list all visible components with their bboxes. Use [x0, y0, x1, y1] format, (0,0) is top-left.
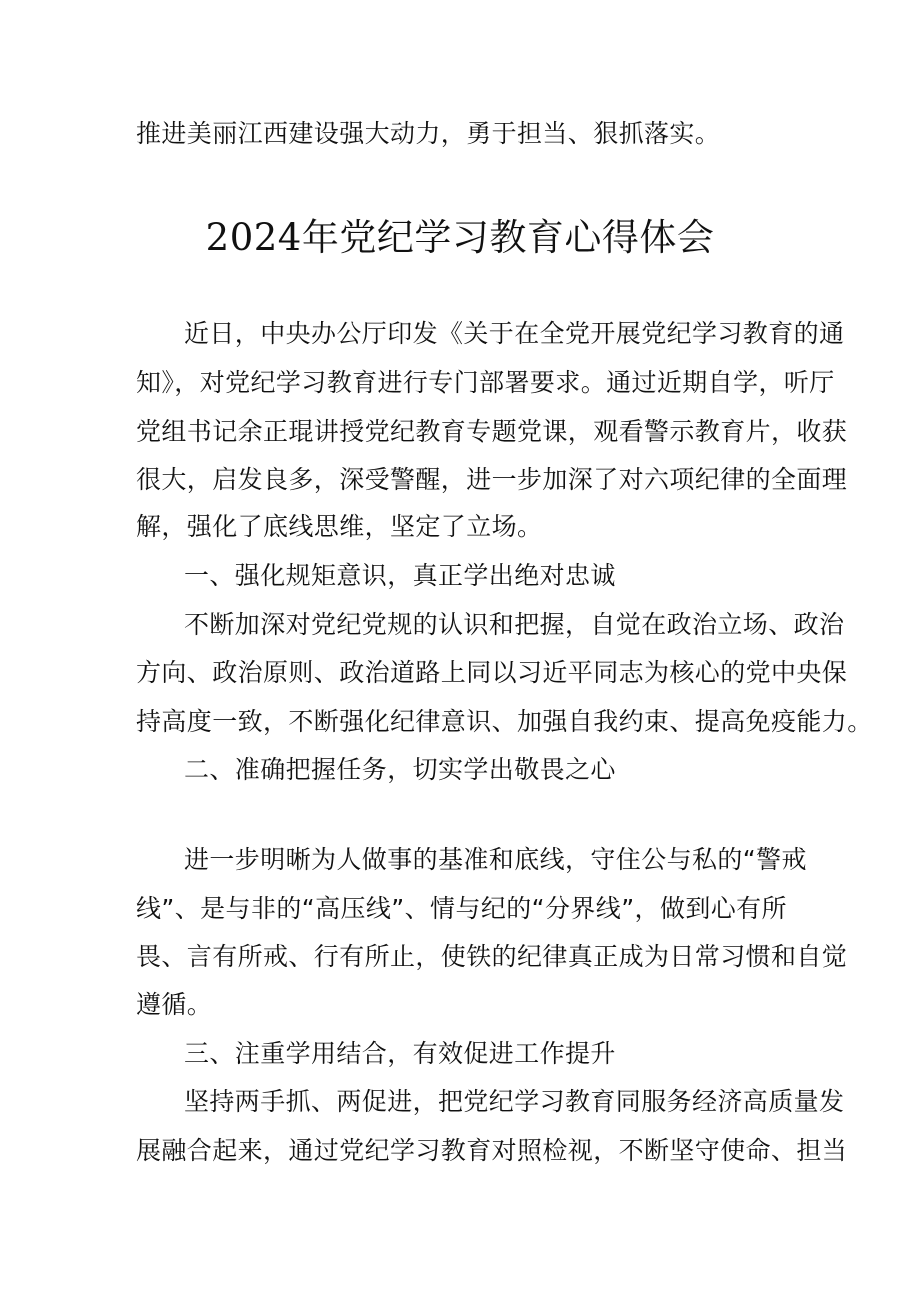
- paragraph-line: 坚持两手抓、两促进，把党纪学习教育同服务经济高质量发: [184, 1087, 845, 1116]
- paragraph-line: 近日，中央办公厅印发《关于在全党开展党纪学习教育的通: [184, 319, 845, 348]
- carryover-line: 推进美丽江西建设强大动力，勇于担当、狠抓落实。: [136, 119, 721, 148]
- paragraph-line: 进一步明晰为人做事的基准和底线，守住公与私的“警戒: [184, 845, 807, 874]
- paragraph-line: 很大，启发良多，深受警醒，进一步加深了对六项纪律的全面理: [136, 465, 848, 494]
- paragraph-line: 畏、言有所戒、行有所止，使铁的纪律真正成为日常习惯和自觉: [136, 942, 848, 971]
- section-heading-2: 二、准确把握任务，切实学出敬畏之心: [184, 755, 616, 784]
- paragraph-line: 持高度一致，不断强化纪律意识、加强自我约束、提高免疫能力。: [136, 707, 873, 736]
- paragraph-line: 展融合起来，通过党纪学习教育对照检视，不断坚守使命、担当: [136, 1136, 848, 1165]
- paragraph-line: 方向、政治原则、政治道路上同以习近平同志为核心的党中央保: [136, 658, 848, 687]
- section-heading-3: 三、注重学用结合，有效促进工作提升: [184, 1039, 616, 1068]
- paragraph-line: 解，强化了底线思维，坚定了立场。: [136, 512, 543, 541]
- paragraph-line: 遵循。: [136, 990, 213, 1019]
- paragraph-line: 不断加深对党纪党规的认识和把握，自觉在政治立场、政治: [184, 610, 845, 639]
- document-title: 2024年党纪学习教育心得体会: [205, 216, 715, 259]
- paragraph-line: 知》，对党纪学习教育进行专门部署要求。通过近期自学，听厅: [136, 368, 835, 397]
- paragraph-line: 党组书记余正琨讲授党纪教育专题党课，观看警示教育片，收获: [136, 417, 848, 446]
- section-heading-1: 一、强化规矩意识，真正学出绝对忠诚: [184, 561, 616, 590]
- paragraph-line: 线”、是与非的“高压线”、情与纪的“分界线”，做到心有所: [136, 894, 787, 923]
